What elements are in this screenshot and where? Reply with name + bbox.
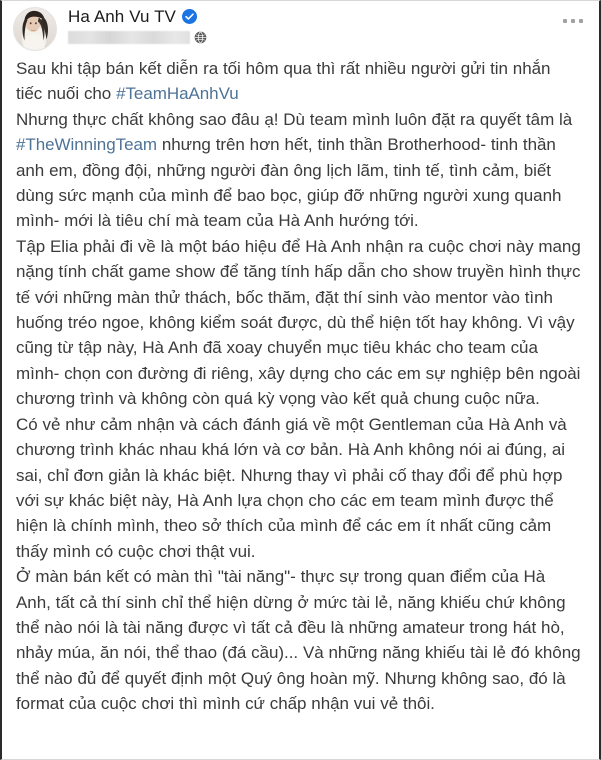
ellipsis-dot: [579, 19, 583, 23]
post-text: Ở màn bán kết có màn thì "tài năng"- thực sự trong quan điểm của Hà Anh, tất cả thí sinh chỉ thể hiện dừng ở mức tài lẻ, năng khiếu chứ không thể nào nói là tài năng được vì tất cả đều là những amateur trong hát hò, nhảy múa, ăn nói, thể thao (đá cầu)... Và những năng khiếu tài lẻ đó không thể nào đủ để quyết định một Quý ông hoàn mỹ. Nhưng không sao, đó là format của cuộc chơi thì mình cứ chấp nhận vui vẻ thôi.: [16, 567, 581, 714]
author-name-row: [68, 8, 557, 25]
avatar-photo: [14, 8, 56, 50]
post-paragraph: [16, 412, 581, 564]
post-paragraph: [16, 56, 581, 107]
timestamp-redacted: [68, 31, 190, 44]
ellipsis-dot: [571, 19, 575, 23]
avatar[interactable]: [13, 7, 57, 51]
post-paragraph: [16, 107, 581, 234]
verified-badge-icon: [182, 9, 197, 24]
more-options-button[interactable]: [557, 15, 589, 27]
post-message: [2, 53, 599, 717]
post-text: nhưng trên hơn hết, tinh thần Brotherhood- tinh thần anh em, đồng đội, những người đàn ông lịch lãm, tinh tế, tình cảm, biết dùng sức mạnh của mình để bao bọc, giúp đỡ những người xung quanh mình- mới là tiêu chí mà team của Hà Anh hướng tới.: [16, 135, 562, 231]
post-text: Nhưng thực chất không sao đâu ạ! Dù team mình luôn đặt ra quyết tâm là: [16, 109, 573, 129]
page-name[interactable]: Ha Anh Vu TV: [68, 7, 176, 26]
post-paragraph: [16, 234, 581, 412]
post-header: [2, 1, 599, 53]
globe-icon: [194, 31, 207, 44]
post-text: Có vẻ như cảm nhận và cách đánh giá về một Gentleman của Hà Anh và chương trình khác nhau khá lớn và cơ bản. Hà Anh không nói ai đúng, ai sai, chỉ đơn giản là khác biệt. Nhưng thay vì phải cố thay đổi để phù hợp với sự khác biệt này, Hà Anh lựa chọn cho các em team mình được thể hiện là chính mình, theo sở thích của mình để các em ít nhất cũng cảm thấy mình có cuộc chơi thật vui.: [16, 414, 567, 561]
ellipsis-dot: [563, 19, 567, 23]
author-info: [68, 7, 557, 44]
post-text: Tập Elia phải đi về là một báo hiệu để Hà Anh nhận ra cuộc chơi này mang nặng tính chất game show để tăng tính hấp dẫn cho show truyền hình thực tế với những màn thử thách, bốc thăm, đặt thí sinh vào mentor vào tình huống tréo ngoe, không kiểm soát được, dù thể hiện tốt hay không. Vì vậy cũng từ tập này, Hà Anh đã xoay chuyển mục tiêu khác cho team của mình- chọn con đường đi riêng, xây dựng cho các em sự nghiệp bên ngoài chương trình và không còn quá kỳ vọng vào kết quả chung cuộc nữa.: [16, 236, 581, 409]
hashtag-link[interactable]: #TheWinningTeam: [16, 135, 157, 155]
post-text: Sau khi tập bán kết diễn ra tối hôm qua thì rất nhiều người gửi tin nhắn tiếc nuối cho: [16, 59, 551, 104]
hashtag-link[interactable]: #TeamHaAnhVu: [116, 84, 239, 104]
post-meta-row: [68, 31, 557, 44]
post-paragraph: [16, 564, 581, 716]
